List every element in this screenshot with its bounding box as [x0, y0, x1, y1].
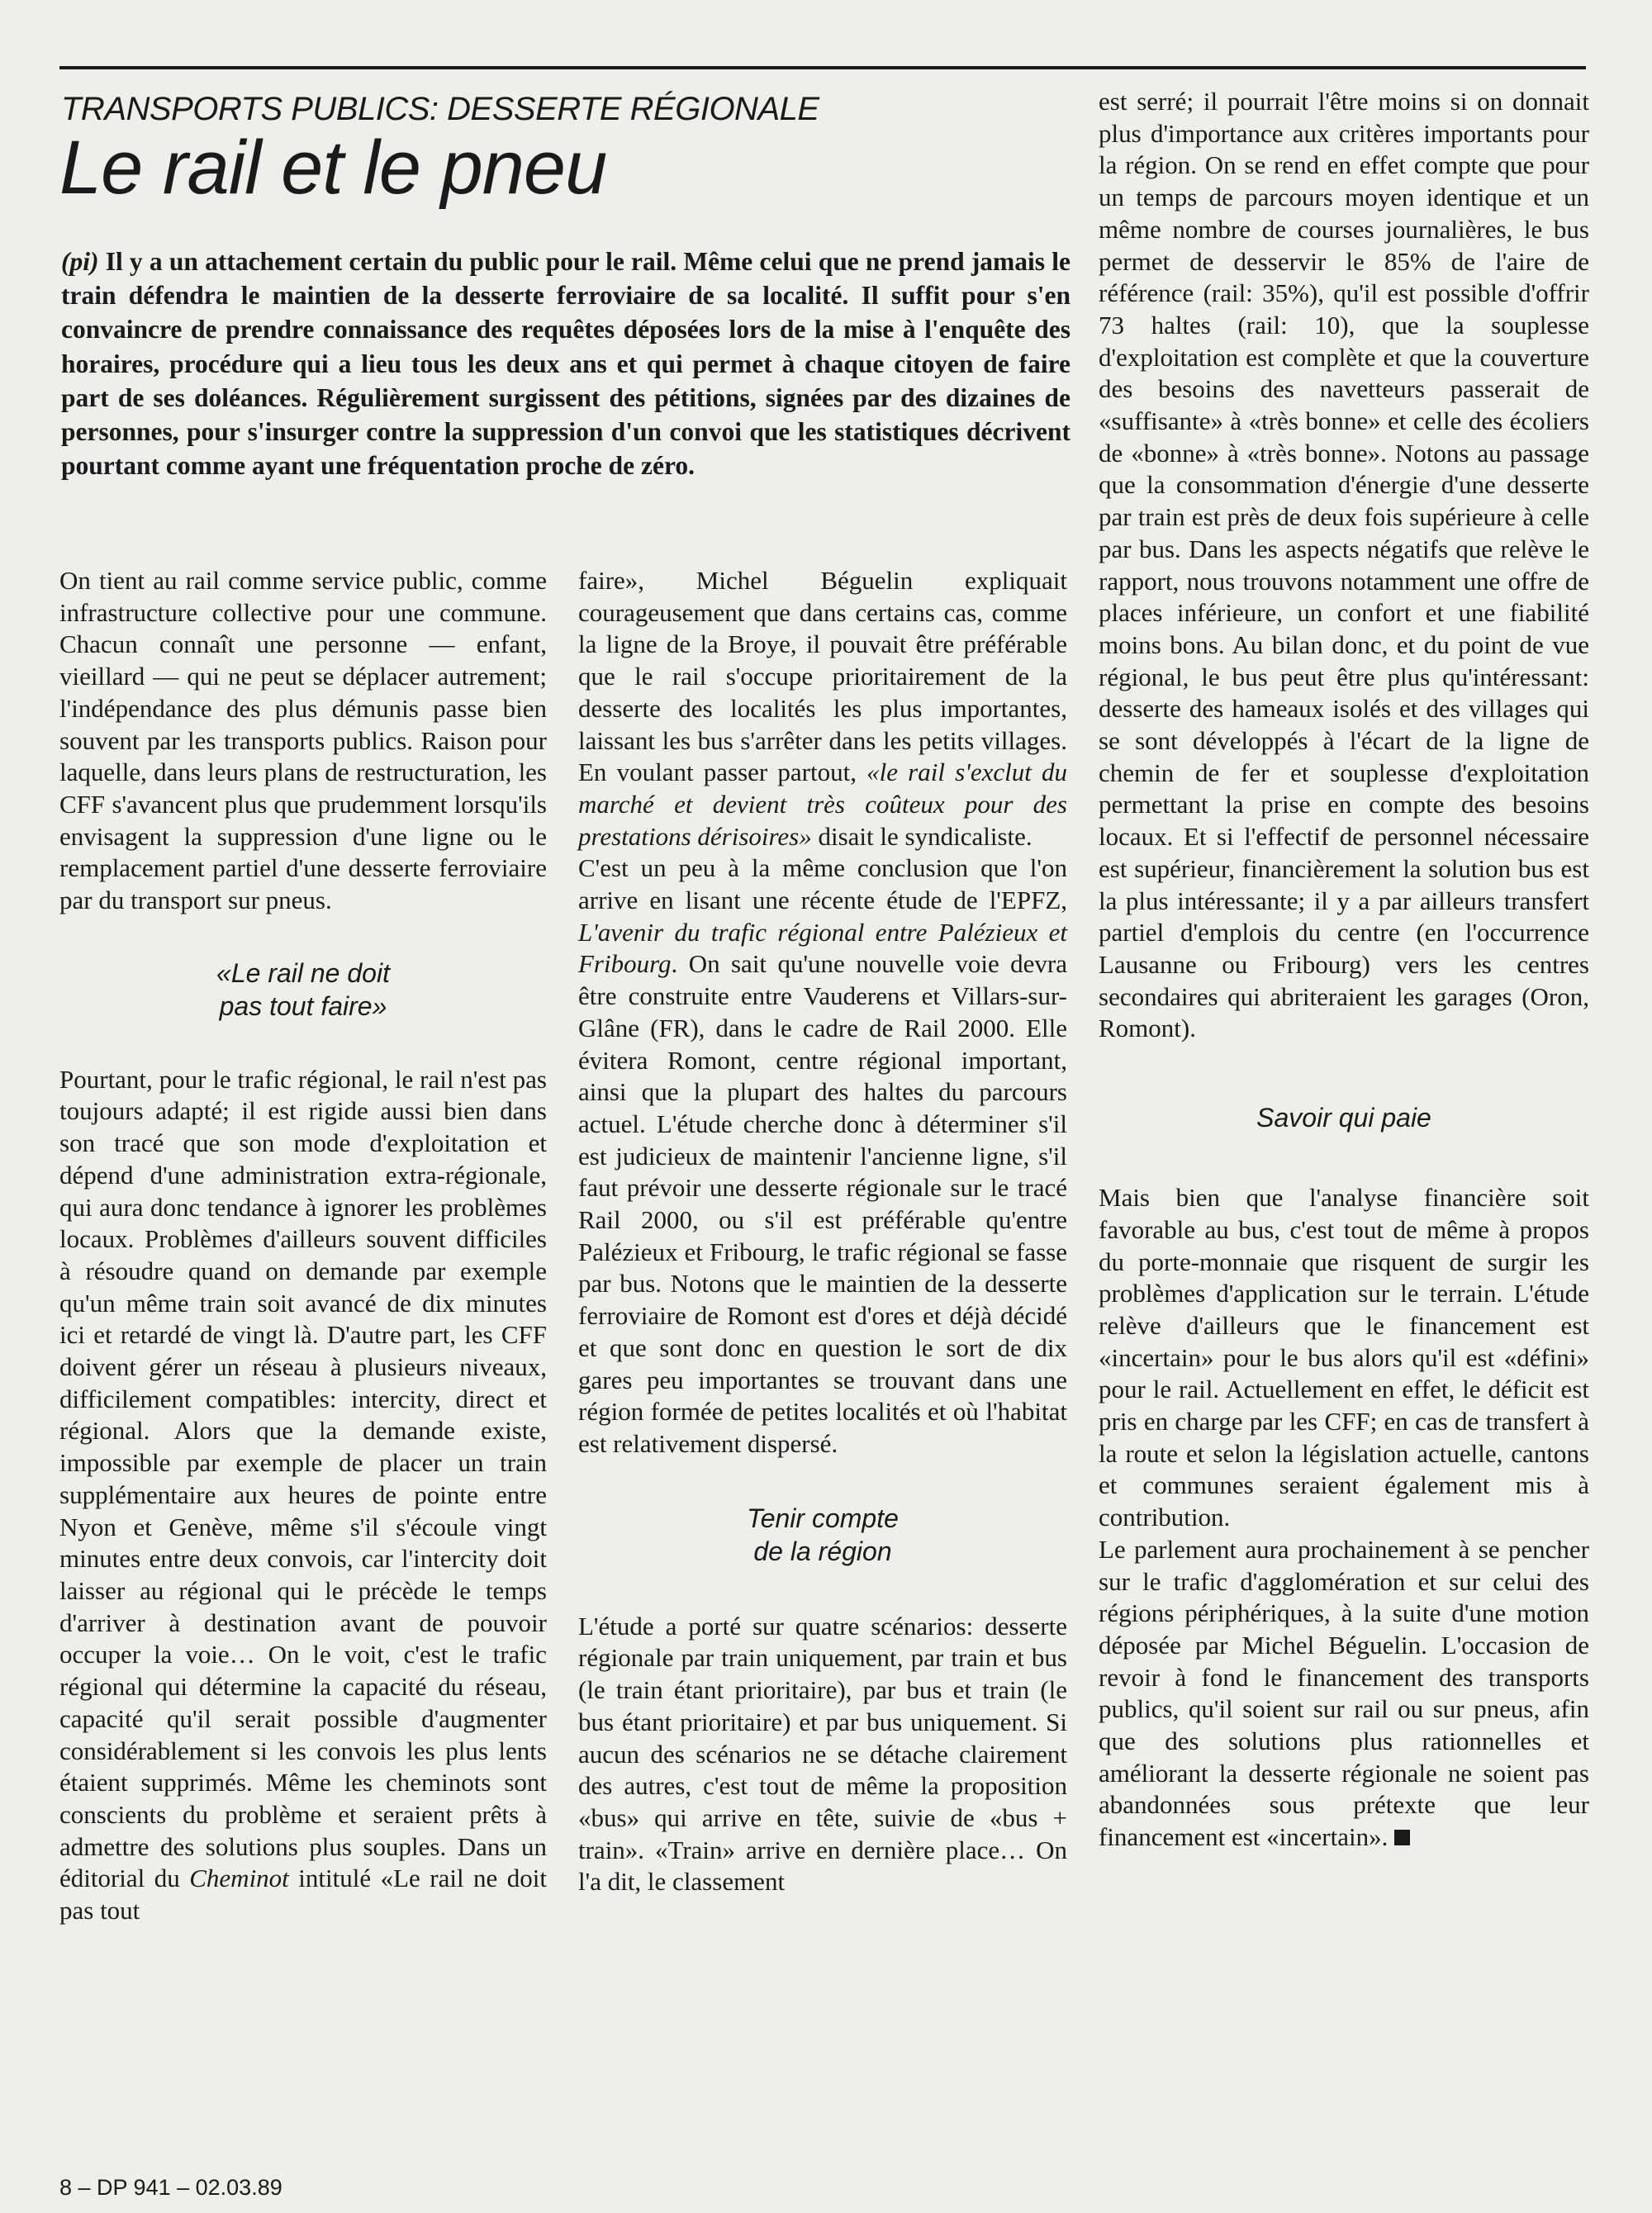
- study-title: L'avenir du trafic régional entre Palézieux et Fribourg: [578, 917, 1067, 979]
- paragraph: C'est un peu à la même conclusion que l'on arrive en lisant une récente étude de l'EPFZ, L'avenir du trafic régional entre Palézieux et Fribourg. On sait qu'une nouvelle voie devra être construite entre Vauderens et Villars-sur-Glâne (FR), dans le cadre de Rail 2000. Elle évitera Romont, centre régional important, ainsi que la plupart des haltes du parcours actuel. L'étude cherche donc à déterminer s'il est judicieux de maintenir l'ancienne ligne, s'il faut prévoir une desserte régionale sur le tracé Rail 2000, ou s'il est préférable qu'entre Palézieux et Fribourg, le trafic régional se fasse par bus. Notons que le maintien de la desserte ferroviaire de Romont est d'ores et déjà décidé et que sont donc en question le sort de dix gares peu importantes se trouvant dans une région formée de petites localités et où l'habitat est relativement dispersé.: [578, 853, 1067, 1458]
- column-2: [578, 565, 1067, 1898]
- author-initials: (pi): [61, 247, 99, 276]
- subheading: Savoir qui paie: [1256, 1103, 1431, 1133]
- lead-text: Il y a un attachement certain du public pour le rail. Même celui que ne prend jamais le train défendra le maintien de la desserte ferroviaire de sa localité. Il suffit pour s'en convaincre de prendre connaissance des requêtes déposées lors de la mise à l'enquête des horaires, procédure qui a lieu tous les deux ans et qui permet à chaque citoyen de faire part de ses doléances. Régulièrement surgissent des pétitions, signées par des dizaines de personnes, pour s'insurger contre la suppression d'un convoi que les statistiques décrivent pourtant comme ayant une fréquentation proche de zéro.: [61, 247, 1070, 481]
- column-1: [59, 565, 547, 1927]
- paragraph: est serré; il pourrait l'être moins si on donnait plus d'importance aux critères importants pour la région. On se rend en effet compte que pour un temps de parcours moyen identique et un même nombre de courses journalières, le bus permet de desservir le 85% de l'aire de référence (rail: 35%), qu'il est possible d'offrir 73 haltes (rail: 10), que la souplesse d'exploitation est complète et que la couverture des besoins des navetteurs passerait de «suffisante» à «très bonne» et celle des écoliers de «bonne» à «très bonne». Notons au passage que la consommation d'énergie d'une desserte par train est près de deux fois supérieure à celle par bus. Dans les aspects négatifs que relève le rapport, nous trouvons notamment une offre de places inférieure, un confort et une fiabilité moins bons. Au bilan donc, et du point de vue régional, le bus peut être plus qu'intéressant: desserte des hameaux isolés et des villages qui se sont développés à l'écart de la ligne de chemin de fer et souplesse d'exploitation permettant la prise en compte des besoins locaux. Et si l'effectif de personnel nécessaire est supérieur, financièrement la solution bus est la plus intéressante; il y a par ailleurs transfert partiel d'emplois du centre (en l'occurrence Lausanne ou Fribourg) vers les centres secondaires qui abriteraient les garages (Oron, Romont).: [1099, 87, 1589, 1043]
- paragraph: Mais bien que l'analyse financière soit favorable au bus, c'est tout de même à propos du porte-monnaie que risquent de surgir les problèmes d'application sur le terrain. L'étude relève d'ailleurs que le financement est «incertain» pour le bus alors qu'il est «défini» pour le rail. Actuellement en effet, le déficit est pris en charge par les CFF; en cas de transfert à la route et selon la législation actuelle, cantons et communes seraient également mis à contribution.: [1099, 1183, 1589, 1532]
- page-footer: 8 – DP 941 – 02.03.89: [59, 2175, 282, 2200]
- article-headline: Le rail et le pneu: [59, 126, 607, 210]
- paragraph: On tient au rail comme service public, comme infrastructure collective pour une commune. Chacun connaît une personne — enfant, vieillard — qui ne peut se déplacer autrement; l'indépendance des plus démunis passe bien souvent par les transports publics. Raison pour laquelle, dans leurs plans de restructuration, les CFF s'avancent plus que prudemment lorsqu'ils envisagent la suppression d'une ligne ou le remplacement partiel d'une desserte ferroviaire par du transport sur pneus.: [59, 566, 547, 915]
- quotation: «le rail s'exclut du marché et devient très coûteux pour des prestations dérisoires»: [578, 757, 1068, 851]
- paragraph: Le parlement aura prochainement à se pencher sur le trafic d'agglomération et sur celui des régions périphériques, à la suite d'une motion déposée par Michel Béguelin. L'occasion de revoir à fond le financement des transports publics, qu'il soient sur rail ou sur pneus, afin que des solutions plus rationnelles et améliorant la desserte régionale ne soient pas abandonnées sous prétexte que leur financement est «incertain».: [1099, 1534, 1589, 1852]
- article-lead: [61, 245, 1070, 482]
- subheading: Tenir compte de la région: [747, 1503, 899, 1566]
- paragraph: L'étude a porté sur quatre scénarios: desserte régionale par train uniquement, par train et bus (le train étant prioritaire), par bus et train (le bus étant prioritaire) et par bus uniquement. Si aucun des scénarios ne se détache clairement des autres, c'est tout de même la proposition «bus» qui arrive en tête, suivie de «bus + train». «Train» arrive en dernière place… On l'a dit, le classement: [578, 1611, 1067, 1897]
- newspaper-title: Cheminot: [189, 1864, 289, 1893]
- subheading: «Le rail ne doit pas tout faire»: [216, 957, 390, 1021]
- article-kicker: TRANSPORTS PUBLICS: DESSERTE RÉGIONALE: [61, 91, 819, 127]
- end-of-article-mark: [1394, 1830, 1410, 1845]
- paragraph: Pourtant, pour le trafic régional, le rail n'est pas toujours adapté; il est rigide aussi bien dans son tracé que son mode d'exploitation et dépend d'une administration extra-régionale, qui aura donc tendance à ignorer les problèmes locaux. Problèmes d'ailleurs souvent difficiles à résoudre quand on demande par exemple qu'un même train soit avancé de dix minutes ici et retardé de vingt là. D'autre part, les CFF doivent gérer un réseau à plusieurs niveaux, difficilement compatibles: intercity, direct et régional. Alors que la demande existe, impossible par exemple de placer un train supplémentaire aux heures de pointe entre Nyon et Genève, même s'il s'écoule vingt minutes entre deux convois, car l'intercity doit laisser au régional qui le précède le temps d'arriver à destination avant de pouvoir occuper la voie… On le voit, c'est le trafic régional qui détermine la capacité du réseau, capacité qu'il serait possible d'augmenter considérablement si les convois les plus lents étaient supprimés. Même les cheminots sont conscients du problème et seraient prêts à admettre des solutions plus souples. Dans un éditorial du Cheminot intitulé «Le rail ne doit pas tout: [59, 1064, 548, 1926]
- top-rule: [59, 66, 1586, 69]
- paragraph: faire», Michel Béguelin expliquait courageusement que dans certains cas, comme la ligne de la Broye, il pouvait être préférable que le rail s'occupe prioritairement de la desserte des localités les plus importantes, laissant les bus s'arrêter dans les petits villages. En voulant passer partout, «le rail s'exclut du marché et devient très coûteux pour des prestations dérisoires» disait le syndicaliste.: [578, 566, 1068, 851]
- column-3: [1099, 86, 1589, 1854]
